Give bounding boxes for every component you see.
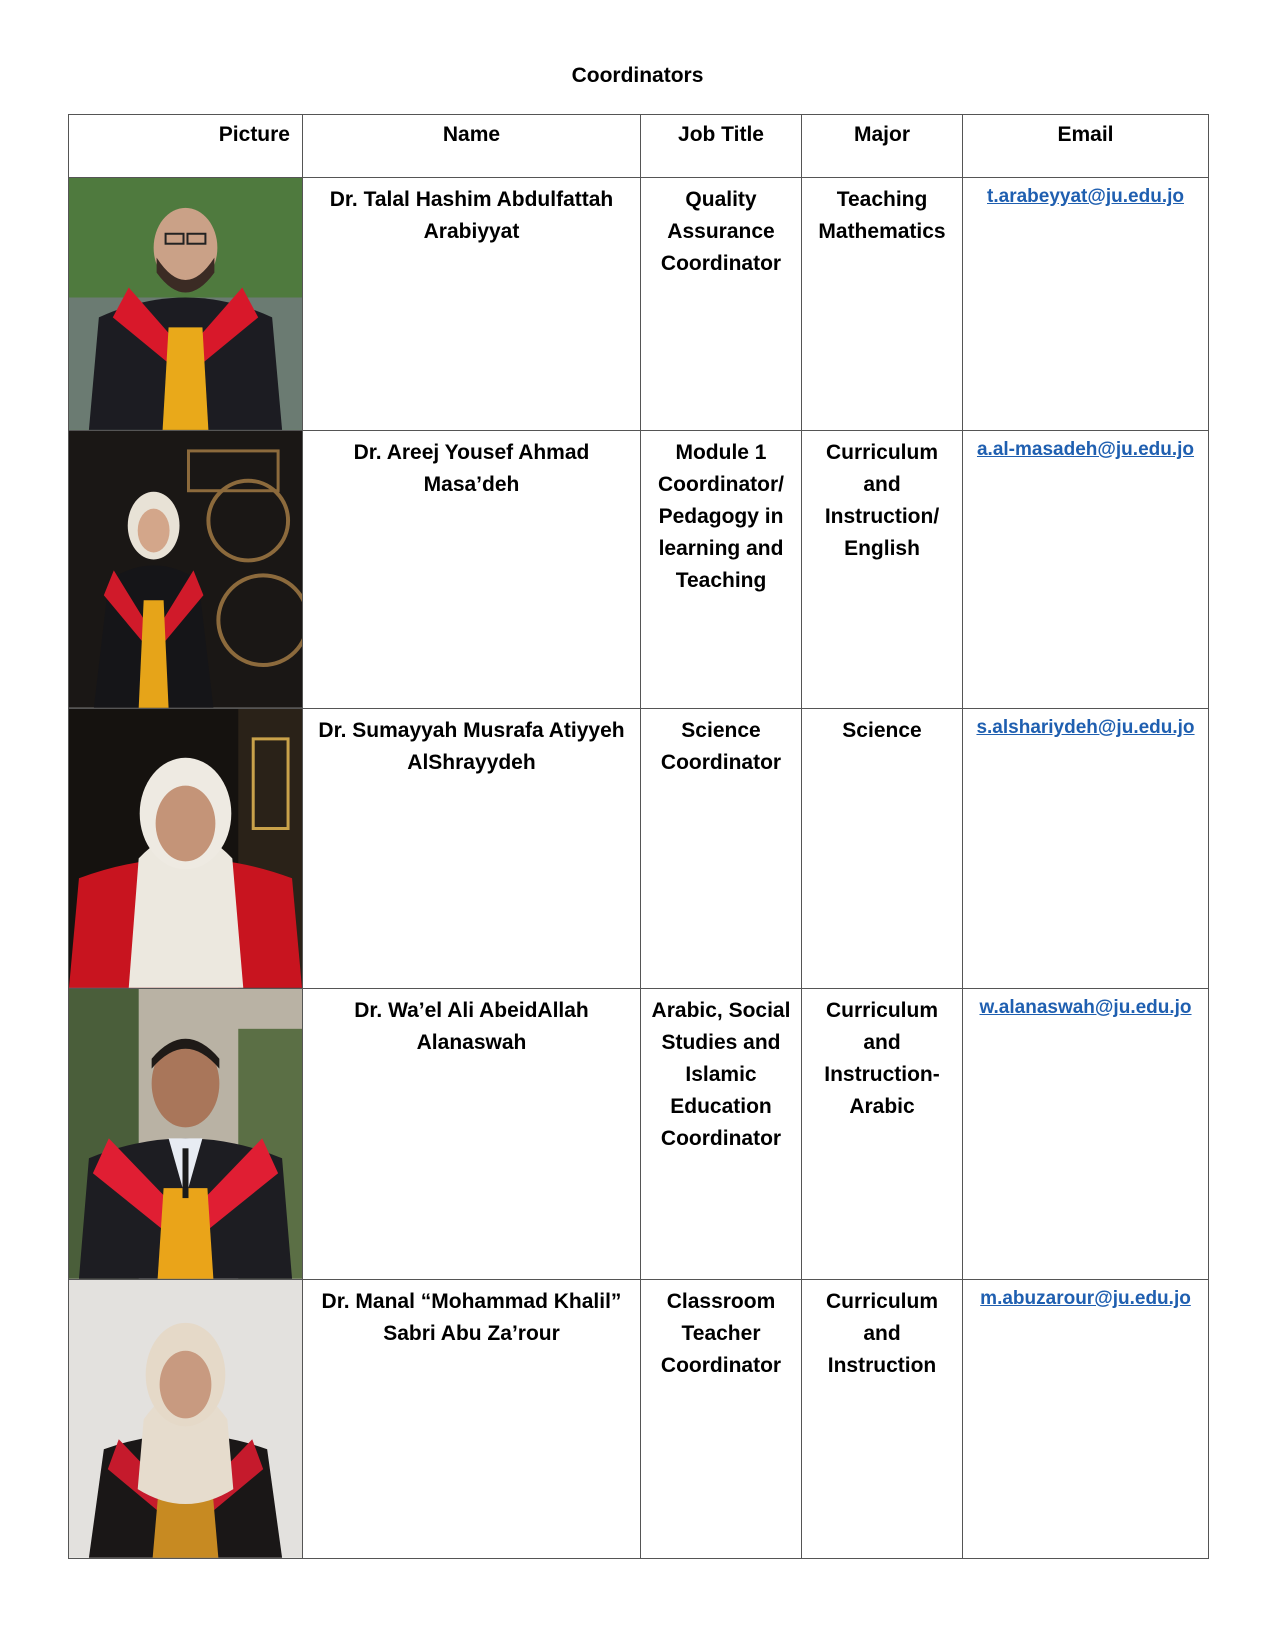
- coordinator-name: Dr. Sumayyah Musrafa Atiyyeh AlShrayydeh: [303, 709, 641, 989]
- coordinator-name: Dr. Manal “Mohammad Khalil” Sabri Abu Za’rour: [303, 1280, 641, 1559]
- coordinator-job-title: Classroom Teacher Coordinator: [641, 1280, 802, 1559]
- table-row: [69, 1280, 1209, 1559]
- coordinator-name: Dr. Talal Hashim Abdulfattah Arabiyyat: [303, 178, 641, 431]
- portrait-photo: [69, 178, 303, 431]
- coordinator-job-title: Quality Assurance Coordinator: [641, 178, 802, 431]
- coordinator-major: Curriculum and Instruction- Arabic: [802, 989, 963, 1280]
- email-link[interactable]: m.abuzarour@ju.edu.jo: [980, 1288, 1191, 1309]
- coordinator-major: Teaching Mathematics: [802, 178, 963, 431]
- coordinator-job-title: Science Coordinator: [641, 709, 802, 989]
- table-row: [69, 709, 1209, 989]
- email-link[interactable]: s.alshariydeh@ju.edu.jo: [976, 717, 1195, 738]
- coordinator-job-title: Module 1 Coordinator/ Pedagogy in learning and Teaching: [641, 431, 802, 709]
- email-cell: [963, 989, 1209, 1280]
- table-row: [69, 989, 1209, 1280]
- portrait-photo: [69, 1280, 303, 1559]
- email-link[interactable]: a.al-masadeh@ju.edu.jo: [976, 439, 1195, 460]
- coordinator-name: Dr. Wa’el Ali AbeidAllah Alanaswah: [303, 989, 641, 1280]
- email-link[interactable]: t.arabeyyat@ju.edu.jo: [987, 186, 1184, 207]
- header-picture: Picture: [69, 115, 303, 178]
- email-cell: [963, 709, 1209, 989]
- coordinator-name: Dr. Areej Yousef Ahmad Masa’deh: [303, 431, 641, 709]
- coordinators-table: [68, 114, 1209, 1559]
- email-link[interactable]: w.alanaswah@ju.edu.jo: [979, 997, 1192, 1018]
- email-cell: [963, 178, 1209, 431]
- header-job-title: Job Title: [641, 115, 802, 178]
- coordinator-major: Curriculum and Instruction/ English: [802, 431, 963, 709]
- table-row: [69, 431, 1209, 709]
- email-cell: [963, 1280, 1209, 1559]
- email-cell: [963, 431, 1209, 709]
- portrait-photo: [69, 431, 303, 709]
- coordinator-major: Science: [802, 709, 963, 989]
- portrait-photo: [69, 709, 303, 989]
- portrait-photo: [69, 989, 303, 1280]
- table-header-row: [69, 115, 1209, 178]
- coordinator-job-title: Arabic, Social Studies and Islamic Education Coordinator: [641, 989, 802, 1280]
- page-title: Coordinators: [571, 64, 704, 87]
- coordinator-major: Curriculum and Instruction: [802, 1280, 963, 1559]
- table-row: [69, 178, 1209, 431]
- header-major: Major: [802, 115, 963, 178]
- header-email: Email: [963, 115, 1209, 178]
- header-name: Name: [303, 115, 641, 178]
